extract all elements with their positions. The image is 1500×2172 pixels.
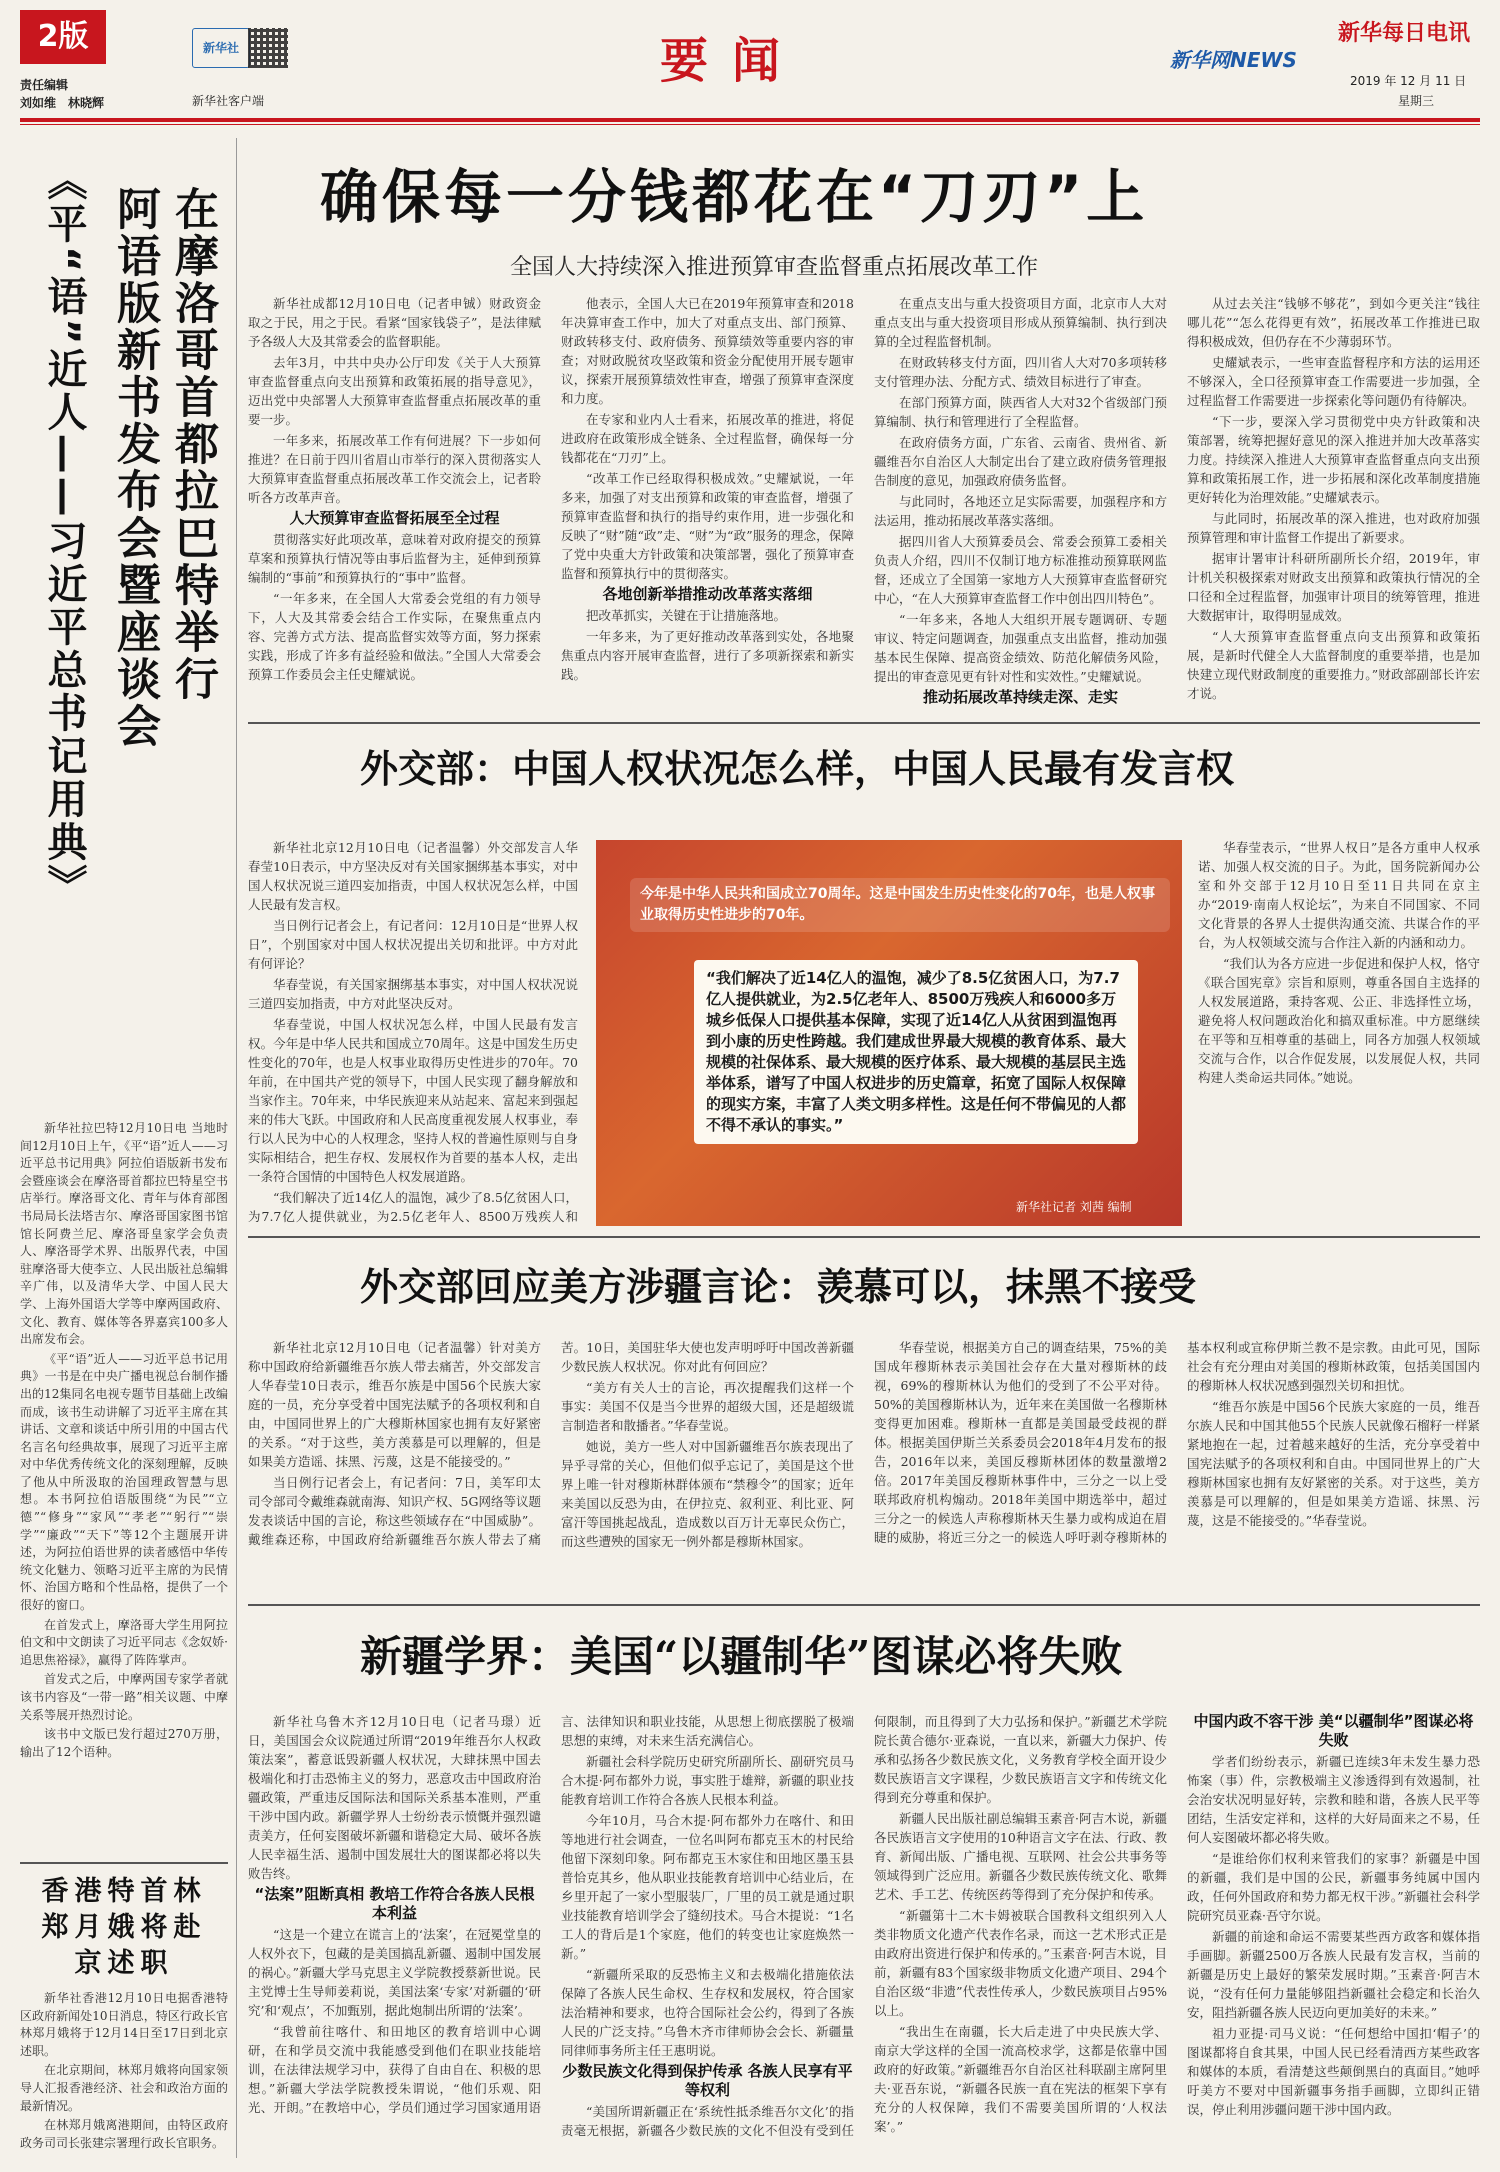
- left-headline-2: 阿语版新书发布会暨座谈会: [109, 186, 160, 750]
- section-divider: [248, 1236, 1480, 1238]
- paragraph: “新疆所采取的反恐怖主义和去极端化措施依法保障了各族人民生命权、生存权和发展权，符合国家法治精神和要求，也符合国际社会公约，得到了各族人民的广泛支持。”乌鲁木齐市律师协会会长、新疆量同律师事务所主任王惠明说。: [561, 1967, 854, 2058]
- article2-body-left: [248, 838, 578, 1228]
- paragraph: 华春莹说，有关国家捆绑基本事实，对中国人权状况说三道四妄加指责，中方对此坚决反对。: [248, 977, 578, 1011]
- paragraph: “我曾前往喀什、和田地区的教育培训中心调研，在和学员交流中我能感受到他们在职业技能培训，在法律法规学习中，获得了自由自在、积极的思想。”新疆大学法学院教授朱谓说，“他们乐观、阳光、开朗。”在教培中心，学员们通过学习国家通用语言、法律知识和职业技能，从思想上彻底摆脱了极端思想的束缚，对未来生活充满信心。: [248, 1714, 854, 2115]
- paragraph: “下一步，要深入学习贯彻党中央方针政策和决策部署，统筹把握好意见的深入推进并加大改革落实力度。持续深入推进人大预算审查监督重点向支出预算和政策拓展工作，进一步拓展和深化改革制度措施更好转化为治理效能。”史耀斌表示。: [1187, 414, 1480, 505]
- article1-subtitle: 全国人大持续深入推进预算审查监督重点拓展改革工作: [510, 255, 1039, 280]
- poster-top-banner: 今年是中华人民共和国成立70周年。这是中国发生历史性变化的70年，也是人权事业取得历史性进步的70年。: [630, 878, 1170, 932]
- paragraph: “我出生在南疆，长大后走进了中央民族大学、南京大学这样的全国一流高校求学，这都是依靠中国政府的好政策。”新疆维吾尔自治区社科联副主席阿里夫·亚吾东说，“新疆各民族一直在宪法的框架下享有充分的人权保障，我们不需要美国所谓的‘人权法案’。”: [874, 2024, 1167, 2134]
- paragraph: 新华社乌鲁木齐12月10日电（记者马璟）近日，美国国会众议院通过所谓“2019年维吾尔人权政策法案”，蓄意诋毁新疆人权状况，大肆抹黑中国去极端化和打击恐怖主义的努力，恶意攻击中国政府治疆政策，严重违反国际法和国际关系基本准则，严重干涉中国内政。新疆学界人士纷纷表示愤慨并强烈谴责美方，任何妄图破坏新疆和谐稳定大局、破坏各族人民幸福生活、遏制中国发展壮大的图谋都必将以失败告终。: [248, 1714, 541, 1881]
- paragraph: 新华社拉巴特12月10日电 当地时间12月10日上午，《平“语”近人——习近平总书记用典》阿拉伯语版新书发布会暨座谈会在摩洛哥首都拉巴特星空书店举行。摩洛哥文化、青年与体育部图书局局长法塔吉尔、摩洛哥国家图书馆馆长阿费兰尼、摩洛哥皇家学会负责人、摩洛哥学术界、出版界代表，中国驻摩洛哥大使李立、人民出版社总编辑辛广伟，以及清华大学、中国人民大学、上海外国语大学等中摩两国政府、文化、教育、媒体等各界嘉宾100多人出席发布会。: [20, 1121, 228, 1347]
- paragraph: 今年10月，马合木提·阿布都外力在喀什、和田等地进行社会调查，一位名叫阿布都克玉木的村民给他留下深刻印象。阿布都克玉木家住和田地区墨玉县普恰克其乡，他从职业技能教育培训中心结业后，在乡里开起了一家小型服装厂，厂里的员工就是通过职业技能教育培训学会了缝纫技术。马合木提说：“1名工人的背后是1个家庭，他们的转变也让家庭焕然一新。”: [561, 1813, 854, 1961]
- article4-title: 新疆学界：美国“以疆制华”图谋必将失败: [360, 1632, 1123, 1681]
- paragraph: “新疆第十二木卡姆被联合国教科文组织列入人类非物质文化遗产代表作名录，而这一艺术形式正是由政府出资进行保护和传承的。”玉素音·阿吉木说，目前，新疆有83个国家级非物质文化遗产项目、294个自治区级“非遗”代表性传承人，少数民族项目占95%以上。: [874, 1908, 1167, 2018]
- paragraph: 该书中文版已发行超过270万册，输出了12个语种。: [20, 1727, 228, 1759]
- paragraph: 从过去关注“钱够不够花”，到如今更关注“钱往哪儿花”“怎么花得更有效”，拓展改革工作推进已取得积极成效，但仍存在不少薄弱环节。: [1187, 296, 1480, 349]
- paragraph: 她说，美方一些人对中国新疆维吾尔族表现出了异乎寻常的关心，但他们似乎忘记了，美国是这个世界上唯一针对穆斯林群体颁布“禁穆令”的国家；近年来美国以反恐为由，在伊拉克、叙利亚、利比亚、阿富汗等国挑起战乱，造成数以百万计无辜民众伤亡，而这些遭殃的国家无一例外都是穆斯林国家。: [561, 1439, 854, 1549]
- hk-headline: 香港特首林郑月娥将赴京述职: [41, 1876, 207, 1979]
- paragraph: “是谁给你们权利来管我们的家事？新疆是中国的新疆，我们是中国的公民，新疆事务纯属中国内政，任何外国政府和势力都无权干涉。”新疆社会科学院研究员亚森·吾守尔说。: [1187, 1851, 1480, 1923]
- paragraph: 新疆社会科学院历史研究所副所长、副研究员马合木提·阿布都外力说，事实胜于雄辩，新疆的职业技能教育培训工作符合各族人民根本利益。: [561, 1754, 854, 1807]
- paragraph: 在重点支出与重大投资项目方面，北京市人大对重点支出与重大投资项目形成从预算编制、执行到决算的全过程监督机制。: [874, 296, 1167, 349]
- paragraph: “美国所谓新疆正在‘系统性抵杀维吾尔文化’的指责毫无根据，新疆各少数民族的文化不但没有受到任何限制，而且得到了大力弘扬和保护。”新疆艺术学院院长黄合德尔·亚森说，一直以来，新疆大力保护、传承和弘扬各少数民族文化，义务教育学校全面开设少数民族语言文字课程，少数民族语言文字和传统文化得到充分尊重和保护。: [561, 1714, 1167, 2138]
- poster-quote-panel: “我们解决了近14亿人的温饱，减少了8.5亿贫困人口，为7.7亿人提供就业，为2.5亿老年人、8500万残疾人和6000多万城乡低保人口提供基本保障，实现了近14亿人从贫困到温饱再到小康的历史性跨越。我们建成世界最大规模的教育体系、最大规模的社保体系、最大规模的医疗体系、最大规模的基层民主选举体系，谱写了中国人权进步的历史篇章，拓宽了国际人权保障的现实方案，丰富了人类文明多样性。这是任何不带偏见的人都不得不承认的事实。”: [694, 960, 1138, 1144]
- paragraph: 贯彻落实好此项改革，意味着对政府提交的预算草案和预算执行情况等由事后监督为主，延伸到预算编制的“事前”和预算执行的“事中”监督。: [248, 532, 541, 585]
- paragraph: 新华社成都12月10日电（记者申铖）财政资金取之于民，用之于民。看紧“国家钱袋子”，是法律赋予各级人大及其常委会的监督职能。: [248, 296, 541, 349]
- article1-body: [248, 294, 1480, 714]
- news-logo: 新华网NEWS: [1170, 48, 1297, 72]
- section-title: 要闻: [660, 33, 805, 89]
- article2-title: 外交部：中国人权状况怎么样，中国人民最有发言权: [360, 746, 1235, 791]
- paragraph: “我们认为各方应进一步促进和保护人权，恪守《联合国宪章》宗旨和原则，尊重各国自主选择的人权发展道路，秉持客观、公正、非选择性立场，避免将人权问题政治化和搞双重标准。中方愿继续在平等和互相尊重的基础上，同各方加强人权领域交流与合作，以合作促发展，以发展促人权，共同构建人类命运共同体。”她说。: [1198, 956, 1480, 1085]
- editor-label: 责任编辑: [20, 78, 69, 92]
- left-headline-1: 在摩洛哥首都拉巴特举行: [167, 186, 218, 703]
- paragraph: 他表示，全国人大已在2019年预算审查和2018年决算审查工作中，加大了对重点支出、部门预算、财政转移支付、政府债务、预算绩效等重要内容的审查；对财政脱贫攻坚政策和资金分配使用开展专题审议，探索开展预算绩效性审查，增强了预算审查深度和力度。: [561, 296, 854, 406]
- article1-title: 确保每一分钱都花在“刀刃”上: [320, 163, 1149, 231]
- article4-subhead-2: 少数民族文化得到保护传承 各族人民享有平等权利: [562, 2062, 853, 2099]
- article1-subhead-3: 推动拓展改革持续走深、走实: [922, 688, 1118, 706]
- paragraph: 首发式之后，中摩两国专家学者就该书内容及“一带一路”相关议题、中摩关系等展开热烈讨论。: [20, 1672, 228, 1722]
- paragraph: 新疆人民出版社副总编辑玉素音·阿吉木说，新疆各民族语言文字使用的10种语言文字在法、行政、教育、新闻出版、广播电视、互联网、社会公共事务等领域得到广泛应用。新疆各少数民族传统文化、歌舞艺术、手工艺、传统医药等得到了充分保护和传承。: [874, 1811, 1167, 1902]
- article1-subhead-1: 人大预算审查监督拓展至全过程: [289, 509, 500, 527]
- section-divider: [248, 1604, 1480, 1606]
- paragraph: 据四川省人大预算委员会、常委会预算工委相关负责人介绍，四川不仅制订地方标准推动预算联网监督，还成立了全国第一家地方人大预算审查监督研究中心，“在人大预算审查监督工作中创出四川特色”。: [874, 534, 1167, 606]
- paragraph: “这是一个建立在谎言上的‘法案’，在冠冕堂皇的人权外衣下，包藏的是美国搞乱新疆、遏制中国发展的祸心。”新疆大学马克思主义学院教授蔡新世说。民主党博士生导师姜莉说，美国法案‘专家’对新疆的‘研究’和‘观点’，不加甄别，据此炮制出所谓的‘法案’。: [248, 1927, 541, 2018]
- paragraph: 在林郑月娥离港期间，由特区政府政务司司长张建宗署理行政长官职务。: [20, 2118, 228, 2150]
- paper-name: 新华每日电讯: [1338, 20, 1471, 46]
- paragraph: “维吾尔族是中国56个民族大家庭的一员，维吾尔族人民和中国其他55个民族人民就像石榴籽一样紧紧地抱在一起，过着越来越好的生活，充分享受着中国宪法赋予的各项权利和自由。中国同世界上的广大穆斯林国家也拥有友好紧密的关系。对于这些，美方羡慕是可以理解的，但是如果美方造谣、抹黑、污蔑，这是不能接受的。”华春莹说。: [1187, 1399, 1480, 1528]
- paragraph: 据审计署审计科研所副所长介绍，2019年，审计机关积极探索对财政支出预算和政策执行情况的全口径和全过程监督，加强审计项目的统筹管理，推进大数据审计，取得明显成效。: [1187, 551, 1480, 623]
- paragraph: 华春莹说，中国人权状况怎么样，中国人民最有发言权。今年是中华人民共和国成立70周年。这是中国发生历史性变化的70年，也是人权事业取得历史性进步的70年。70年前，在中国共产党的领导下，中国人民实现了翻身解放和当家作主。70年来，中华民族迎来从站起来、富起来到强起来的伟大飞跃。中国政府和人民高度重视发展人权事业，奉行以人民为中心的人权理念，坚持人权的普遍性原则与自身实际相结合，把生存权、发展权作为首要的基本人权，走出一条符合国情的中国特色人权发展道路。: [248, 1017, 578, 1184]
- article1-subhead-2: 各地创新举措推动改革落实落细: [602, 585, 813, 603]
- left-headline-3: 《平“语”近人——习近平总书记用典》: [41, 160, 87, 907]
- poster-credit: 新华社记者 刘茜 编制: [1016, 1200, 1132, 1214]
- paragraph: “一年多来，各地人大组织开展专题调研、专题审议、特定问题调查，加强重点支出监督，推动加强基本民生保障、提高资金绩效、防范化解债务风险，提出的审查意见更有针对性和实效性。”史耀斌说。: [874, 612, 1167, 684]
- masthead-rule-thin: [20, 124, 1480, 125]
- paragraph: 祖力亚提·司马义说：“任何想给中国扣‘帽子’的图谋都将自食其果，中国人民已经看清西方某些政客和媒体的本质，看清楚这些颠倒黑白的真面目。”她呼吁美方不要对中国新疆事务指手画脚，立即纠正错误，停止利用涉疆问题干涉中国内政。: [1187, 2026, 1480, 2117]
- paragraph: 在政府债务方面，广东省、云南省、贵州省、新疆维吾尔自治区人大制定出台了建立政府债务管理报告制度的意见，加强政府债务监督。: [874, 435, 1167, 488]
- paragraph: “美方有关人士的言论，再次提醒我们这样一个事实：美国不仅是当今世界的超级大国，还是超级谎言制造者和散播者。”华春莹说。: [561, 1380, 854, 1433]
- article4-body: [248, 1712, 1480, 2158]
- paragraph: “我们解决了近14亿人的温饱，减少了8.5亿贫困人口，为7.7亿人提供就业，为2.5亿老年人、8500万残疾人和: [248, 1190, 578, 1224]
- paragraph: 与此同时，各地还立足实际需要，加强程序和方法运用，推动拓展改革落实落细。: [874, 494, 1167, 528]
- xinhua-logo: 新华社: [192, 28, 250, 68]
- paragraph: “改革工作已经取得积极成效。”史耀斌说，一年多来，加强了对支出预算和政策的审查监督，增强了预算审查监督和执行的指导约束作用，进一步强化和反映了“财”随“政”走、“财”为“政”服务的理念，保障了党中央重大方针政策和决策部署，强化了预算审查监督和预算执行中的贯彻落实。: [561, 471, 854, 581]
- paragraph: 在北京期间，林郑月娥将向国家领导人汇报香港经济、社会和政治方面的最新情况。: [20, 2063, 228, 2113]
- article2-body-right: [1198, 838, 1480, 1228]
- paragraph: 史耀斌表示，一些审查监督程序和方法的运用还不够深入，全口径预算审查工作需要进一步加强，全过程监督工作需要进一步探索化等问题仍有待解决。: [1187, 355, 1480, 408]
- masthead-rule: [20, 118, 1480, 122]
- paragraph: 新华社北京12月10日电（记者温馨）针对美方称中国政府给新疆维吾尔族人带去痛苦，外交部发言人华春莹10日表示，维吾尔族是中国56个民族大家庭的一员，充分享受着中国宪法赋予的各项权利和自由，中国同世界上的广大穆斯林国家也拥有友好紧密的关系。“对于这些，美方羡慕是可以理解的，但是如果美方造谣、抹黑、污蔑，这是不能接受的。”: [248, 1340, 541, 1469]
- paragraph: 在财政转移支付方面，四川省人大对70多项转移支付管理办法、分配方式、绩效目标进行了审查。: [874, 355, 1167, 389]
- qr-code-icon: [248, 28, 288, 68]
- article3-body: [248, 1338, 1480, 1590]
- left-divider: [20, 1862, 228, 1864]
- paragraph: 一年多来，为了更好推动改革落到实处，各地聚焦重点内容开展审查监督，进行了多项新探索和新实践。: [561, 629, 854, 682]
- paragraph: 把改革抓实，关键在于让措施落地。: [586, 608, 787, 623]
- page-number-badge: 2版: [20, 10, 106, 64]
- paragraph: “一年多来，在全国人大常委会党组的有力领导下，人大及其常委会结合工作实际，在聚焦重点内容、完善方式方法、提高监督实效等方面，努力探索实践，形成了许多有益经验和做法。”全国人大常委会预算工作委员会主任史耀斌说。: [248, 591, 541, 682]
- paragraph: 《平“语”近人——习近平总书记用典》一书是在中央广播电视总台制作播出的12集同名电视专题节目基础上改编而成，该书生动讲解了习近平主席在其讲话、文章和谈话中所引用的中国古代名言名句经典故事，展现了习近平主席对中华优秀传统文化的深刻理解，反映了他从中所汲取的治国理政智慧与思想。本书阿拉伯语版围绕“为民”“立德”“修身”“家风”“孝老”“躬行”“崇学”“廉政”“天下”等12个主题展开讲述，为阿拉伯语世界的读者感悟中华传统文化魅力、领略习近平主席的为民情怀、治国方略和个性品格，提供了一个很好的窗口。: [20, 1351, 228, 1613]
- paragraph: 新华社北京12月10日电（记者温馨）外交部发言人华春莹10日表示，中方坚决反对有关国家捆绑基本事实，对中国人权状况说三道四妄加指责，中国人权状况怎么样，中国人民最有发言权。: [248, 840, 578, 912]
- paragraph: 当日例行记者会上，有记者问：12月10日是“世界人权日”，个别国家对中国人权状况提出关切和批评。中方对此有何评论？: [248, 918, 578, 971]
- paragraph: “人大预算审查监督重点向支出预算和政策拓展，是新时代健全人大监督制度的重要举措，也是加快建立现代财政制度的重要推力。”财政部副部长许宏才说。: [1187, 629, 1480, 701]
- paragraph: 在部门预算方面，陕西省人大对32个省级部门预算编制、执行和管理进行了全程监督。: [874, 395, 1167, 429]
- left-story-body: [20, 1120, 228, 1848]
- issue-weekday: 星期三: [1398, 94, 1435, 108]
- article4-subhead-1: “法案”阻断真相 教培工作符合各族人民根本利益: [254, 1885, 535, 1922]
- paragraph: 在首发式上，摩洛哥大学生用阿拉伯文和中文朗读了习近平同志《念奴娇·追思焦裕禄》，赢得了阵阵掌声。: [20, 1617, 228, 1667]
- paragraph: 在专家和业内人士看来，拓展改革的推进，将促进政府在政策形成全链条、全过程监督，确保每一分钱都花在“刀刃”上。: [561, 412, 854, 465]
- paragraph: 学者们纷纷表示，新疆已连续3年未发生暴力恐怖案（事）件，宗教极端主义渗透得到有效遏制，社会治安状况明显好转，宗教和睦和谐，各族人民平等团结，生活安定祥和，这样的大好局面来之不易，任何人妄图破坏都必将失败。: [1187, 1754, 1480, 1845]
- paragraph: 一年多来，拓展改革工作有何进展？下一步如何推进？在日前于四川省眉山市举行的深入贯彻落实人大预算审查监督重点拓展改革工作交流会上，记者聆听各方改革声音。: [248, 433, 541, 505]
- editor-names: 刘如维 林晓辉: [20, 96, 105, 110]
- paragraph: 新疆的前途和命运不需要某些西方政客和媒体指手画脚。新疆2500万各族人民最有发言权，当前的新疆是历史上最好的繁荣发展时期。”玉素音·阿吉木说，“没有任何力量能够阻挡新疆社会稳定和长治久安，阻挡新疆各族人民迈向更加美好的未来。”: [1187, 1929, 1480, 2020]
- paragraph: 华春莹表示，“世界人权日”是各方重申人权承诺、加强人权交流的日子。为此，国务院新闻办公室和外交部于12月10日至11日共同在京主办“2019·南南人权论坛”，为来自不同国家、不同文化背景的各界人士提供沟通交流、共谋合作的平台，为人权领域交流与合作注入新的内涵和动力。: [1198, 840, 1480, 950]
- article4-subhead-3: 中国内政不容干涉 美“以疆制华”图谋必将失败: [1193, 1712, 1474, 1749]
- paragraph: 去年3月，中共中央办公厅印发《关于人大预算审查监督重点向支出预算和政策拓展的指导意见》，迈出党中央部署人大预算审查监督重点拓展改革的重要一步。: [248, 355, 541, 427]
- client-label: 新华社客户端: [192, 94, 265, 108]
- paragraph: 华春莹说，根据美方自己的调查结果，75%的美国成年穆斯林表示美国社会存在大量对穆斯林的歧视，69%的穆斯林认为他们的受到了不公平对待。50%的美国穆斯林认为，近年来在美国做一名穆斯林变得更加困难。穆斯林一直都是美国最受歧视的群体。根据美国伊斯兰关系委员会2018年4月发布的报告，2016年以来，美国反穆斯林团体的数量激增2倍。2017年美国反穆斯林事件中，三分之一以上受联邦政府机构煽动。2018年美国中期选举中，超过三分之一的候选人声称穆斯林天生暴力或构成迫在眉睫的威胁，将近三分之一的候选人呼吁剥夺穆斯林的基本权利或宣称伊斯兰教不是宗教。由此可见，国际社会有充分理由对美国的穆斯林政策，包括美国国内的穆斯林人权状况感到强烈关切和担忧。: [874, 1340, 1480, 1545]
- article3-title: 外交部回应美方涉疆言论：羡慕可以，抹黑不接受: [360, 1264, 1197, 1309]
- paragraph: 新华社香港12月10日电据香港特区政府新闻处10日消息，特区行政长官林郑月娥将于12月14日至17日到北京述职。: [20, 1991, 228, 2058]
- paragraph: 与此同时，拓展改革的深入推进，也对政府加强预算管理和审计监督工作提出了新要求。: [1187, 511, 1480, 545]
- human-rights-poster: [596, 840, 1182, 1226]
- section-divider: [248, 722, 1480, 724]
- paragraph: 当日例行记者会上，有记者问：7日，美军印太司令部司令戴维森就南海、知识产权、5G网络等议题发表谈话中国的言论，称这些领域存在“中国威胁”。戴维森还称，中国政府给新疆维吾尔族人带去了痛苦。10日，美国驻华大使也发声明呼吁中国改善新疆少数民族人权状况。你对此有何回应？: [248, 1340, 854, 1547]
- issue-date: 2019 年 12 月 11 日: [1350, 74, 1467, 88]
- hk-story-body: [20, 1990, 228, 2158]
